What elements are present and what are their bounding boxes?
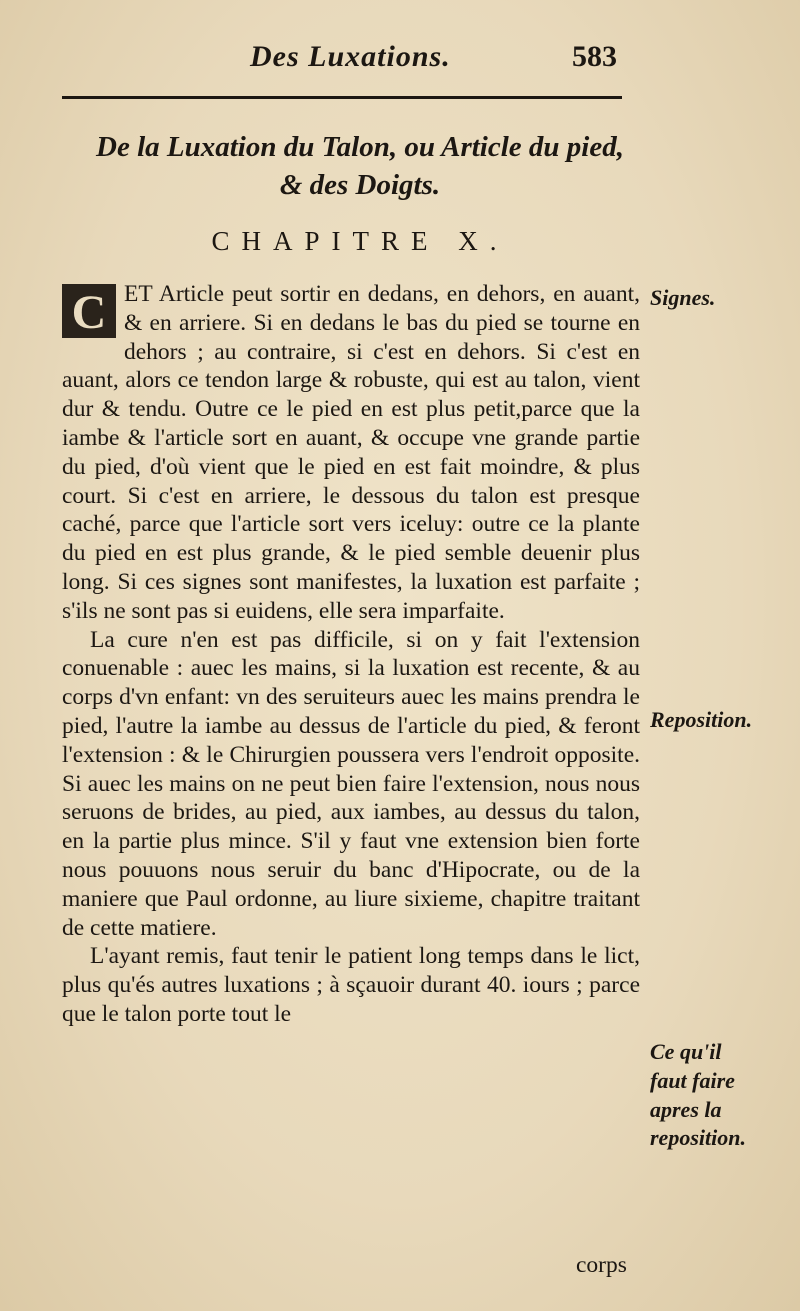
section-title-line1: De la Luxation du Talon, ou Article du pied, (96, 131, 624, 163)
running-head-title: Des Luxations. (250, 40, 451, 73)
paragraph-3: L'ayant remis, faut tenir le patient long temps dans le lict, plus qu'és autres luxations ; à sçauoir durant 40. iours ; parce que le talon porte tout le (62, 943, 640, 1027)
margin-note-reposition: Reposition. (650, 707, 753, 732)
catchword: corps (576, 1252, 627, 1278)
margin-note-after: Ce qu'il faut faire apres la reposition. (650, 1039, 746, 1151)
chapter-heading: CHAPITRE X. (211, 226, 509, 256)
paragraph-1 (62, 280, 640, 626)
margin-note-signes: Signes. (650, 285, 716, 310)
section-title-line2: & des Doigts. (279, 169, 441, 201)
body-text (62, 280, 640, 1029)
paragraph-2: La cure n'en est pas difficile, si on y fait l'extension conuenable : auec les mains, si la luxation est recente, & au corps d'vn enfant: vn des seruiteurs auec les mains prendra le pied, l'autre la iambe au dessus de l'article du pied, & feront l'extension : & le Chirurgien poussera vers l'endroit opposite. Si auec les mains on ne peut bien faire l'extension, nous nous seruons de brides, au pied, aux iambes, au dessus du talon, en la partie plus mince. S'il y faut vne extension bien forte nous pouuons nous seruir du banc d'Hipocrate, ou de la maniere que Paul ordonne, au liure sixieme, chapitre traitant de cette matiere. (62, 626, 640, 941)
header-rule (62, 96, 622, 99)
running-head (0, 40, 800, 80)
section-title (0, 128, 720, 204)
dropcap: C (62, 284, 116, 338)
paragraph-1-text: ET Article peut sortir en dedans, en dehors, en auant, & en arriere. Si en dedans le bas du pied se tourne en dehors ; au contraire, si c'est en dehors. Si c'est en auant, alors ce tendon large & robuste, qui est au talon, vient dur & tendu. Outre ce le pied en est plus petit,parce que la iambe & l'article sort en auant, & occupe vne grande partie du pied, d'où vient que le pied en est fait moindre, & plus court. Si c'est en arriere, le dessous du talon est presque caché, parce que l'article sort vers iceluy: outre ce la plante du pied en est plus grande, & le pied semble deuenir plus long. Si ces signes sont manifestes, la luxation est parfaite ; s'ils ne sont pas si euidens, elle sera imparfaite. (62, 281, 640, 624)
page-number: 583 (572, 40, 617, 73)
